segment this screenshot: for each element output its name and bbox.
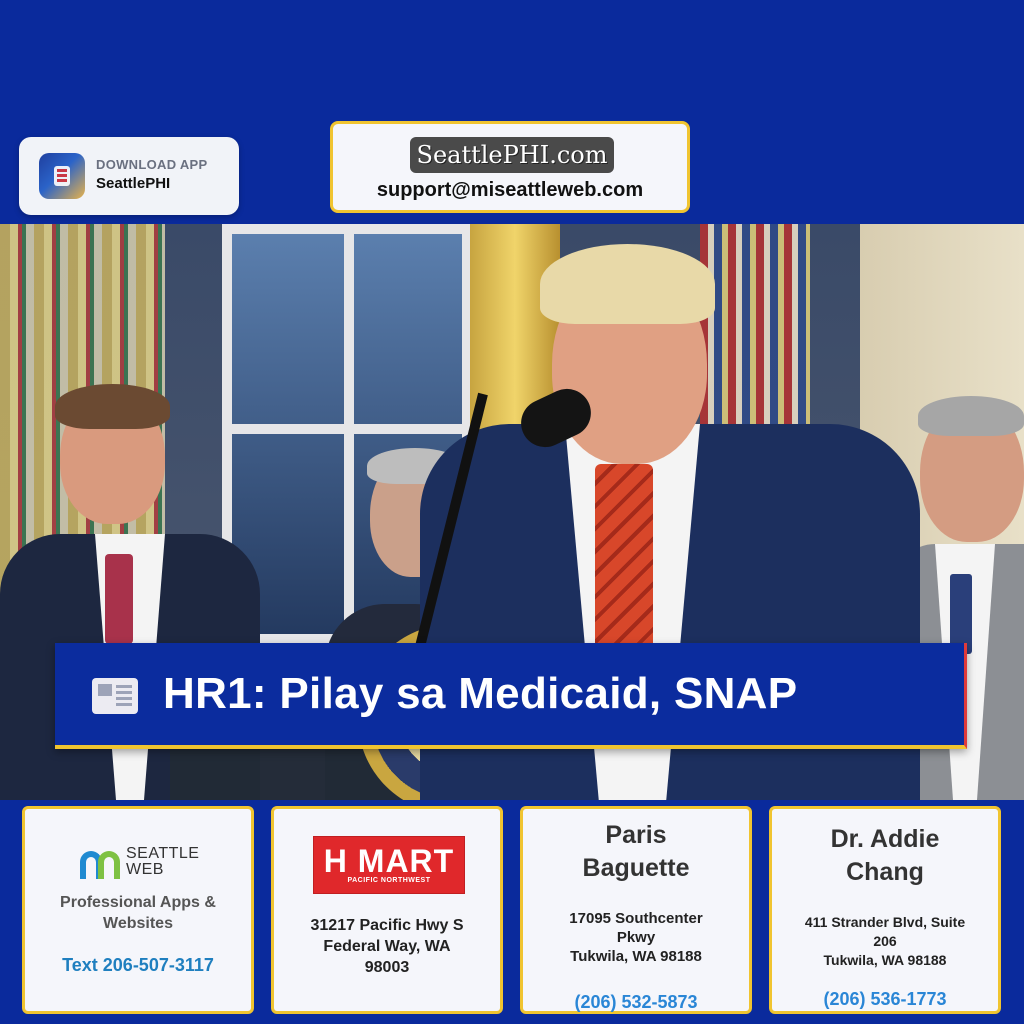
app-name: SeattlePHI [96,175,171,192]
sponsor-card-dr-addie-chang[interactable] [769,806,1001,1014]
sponsor-text-contact[interactable]: Text 206-507-3117 [62,955,214,975]
address-line-2: 206 [873,933,897,949]
download-app-badge[interactable] [19,137,239,215]
sponsor-phone-link[interactable]: (206) 536-1773 [823,989,947,1009]
sponsor-address [280,915,494,978]
hmart-logo [313,836,465,894]
address-line-1: 411 Strander Blvd, Suite [804,914,966,930]
address-line-1: 31217 Pacific Hwy S [310,917,464,934]
headline-banner[interactable] [55,643,967,749]
address-line-3: Tukwila, WA 98188 [823,952,947,968]
sponsor-name-line-1: Dr. Addie [830,825,940,853]
newspaper-icon [92,678,138,714]
sponsor-description-line-2: Websites [103,915,173,932]
address-line-2: Federal Way, WA [323,938,451,955]
sponsor-phone-link[interactable]: (206) 532-5873 [574,992,698,1012]
logo-word-2: WEB [126,861,164,878]
sponsor-name-line-2: Chang [846,858,924,886]
site-name: SeattlePHI.com [416,141,608,169]
sponsor-name [529,819,743,885]
seattle-web-logo [80,845,200,881]
sponsor-address [529,909,743,966]
hmart-logo-text: H MART [323,843,455,879]
support-email-link[interactable]: support@miseattleweb.com [376,179,644,201]
sponsor-address [778,913,992,970]
headline-text: HR1: Pilay sa Medicaid, SNAP [163,669,798,718]
seattle-web-logo-icon [80,845,124,881]
download-app-label: DOWNLOAD APP [96,157,208,172]
site-logo[interactable] [410,137,614,173]
sponsor-name-line-1: Paris [605,821,667,849]
sponsor-card-paris-baguette[interactable] [520,806,752,1014]
address-line-3: 98003 [364,959,410,976]
sponsor-card-hmart[interactable] [271,806,503,1014]
address-line-1: 17095 Southcenter [569,910,703,927]
sponsor-card-seattle-web[interactable] [22,806,254,1014]
sponsor-name [778,823,992,889]
contact-card [330,121,690,213]
app-icon [39,153,85,199]
hmart-logo-subtext: PACIFIC NORTHWEST [347,877,431,884]
address-line-3: Tukwila, WA 98188 [570,948,702,965]
sponsor-name-line-2: Baguette [582,854,690,882]
sponsor-description-line-1: Professional Apps & [60,894,216,911]
logo-word-1: SEATTLE [126,845,200,862]
address-line-2: Pkwy [616,929,656,946]
